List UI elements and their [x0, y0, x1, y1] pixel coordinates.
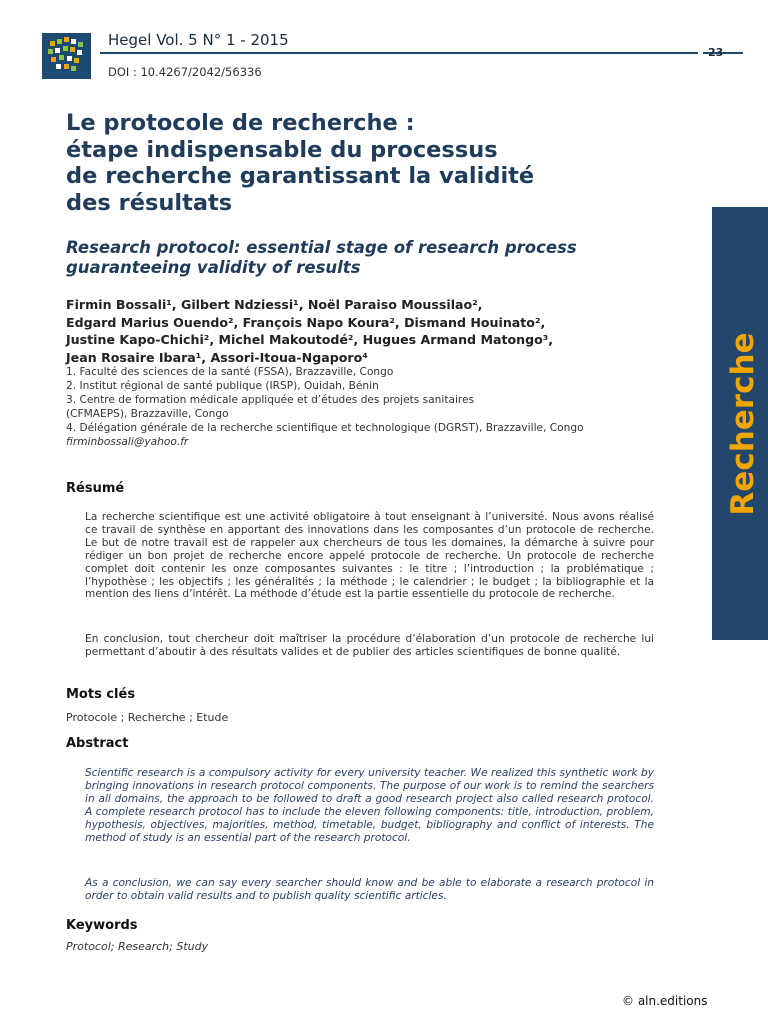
- abstract-paragraph-2: As a conclusion, we can say every searcher should know and be able to elaborate a research protocol in order to obtain valid results and to publish quality scientific articles.: [85, 877, 654, 902]
- doi: DOI : 10.4267/2042/56336: [108, 65, 262, 79]
- author-list: [66, 296, 686, 366]
- keywords-heading: Keywords: [66, 918, 138, 933]
- journal-name: Hegel Vol. 5 N° 1 - 2015: [108, 31, 289, 49]
- journal-logo-icon: [42, 33, 91, 79]
- section-label: Recherche: [725, 332, 761, 516]
- resume-paragraph-1: La recherche scientifique est une activité obligatoire à tout enseignant à l’université. Nous avons réalisé ce travail de synthèse en apportant des innovations dans les composantes d’un protocole de recherche. Le but de notre travail est de rappeler aux chercheurs de tous les domaines, la démarche à suivre pour rédiger un bon projet de recherche encore appelé protocole de recherche. Un protocole de recherche complet doit contenir les onze composantes suivantes : le titre ; l’introduction ; la problématique ; l’hypothèse ; les objectifs ; les généralités ; la méthode ; le calendrier ; le budget ; la bibliographie et la mention des liens d’intérêt. La méthode d’étude est la partie essentielle du protocole de recherche.: [85, 511, 654, 601]
- abstract-paragraph-1: Scientific research is a compulsory activity for every university teacher. We realized this synthetic work by bringing innovations in research protocol components. The purpose of our work is to remind the searchers in all domains, the approach to be followed to draft a good research project also called research protocol. A complete research protocol has to include the eleven following components: title, introduction, problem, hypothesis, objectives, majorities, method, timetable, budget, bibliography and conflict of interests. The method of study is an essential part of the research protocol.: [85, 767, 654, 844]
- author-line: Justine Kapo-Chichi², Michel Makoutodé², Hugues Armand Matongo³,: [66, 332, 554, 347]
- mots-cles-text: Protocole ; Recherche ; Etude: [66, 711, 229, 724]
- subtitle-line: Research protocol: essential stage of research process: [66, 238, 577, 257]
- title-line: Le protocole de recherche :: [66, 110, 415, 136]
- title-line: étape indispensable du processus: [66, 136, 498, 163]
- author-line: Edgard Marius Ouendo², François Napo Koura², Dismand Houinato²,: [66, 314, 546, 330]
- affiliation: 3. Centre de formation médicale appliquée et d’études des projets sanitaires: [66, 394, 475, 406]
- author-line: Jean Rosaire Ibara¹, Assori-Itoua-Ngaporo⁴: [66, 349, 368, 365]
- title-line: de recherche garantissant la validité: [66, 163, 535, 189]
- author-email[interactable]: firminbossali@yahoo.fr: [66, 436, 189, 448]
- affiliation-list: [66, 365, 686, 449]
- copyright: © aln.editions: [622, 994, 708, 1008]
- page-number: 23: [708, 46, 724, 59]
- affiliation: 4. Délégation générale de la recherche scientifique et technologique (DGRST), Brazzaville, Congo: [66, 422, 584, 434]
- mots-cles-heading: Mots clés: [66, 687, 136, 702]
- header-rule: [100, 52, 698, 54]
- keywords-text: Protocol; Research; Study: [66, 940, 209, 953]
- article-title: [66, 110, 666, 216]
- resume-paragraph-2: En conclusion, tout chercheur doit maîtriser la procédure d’élaboration d’un protocole de recherche lui permettant d’aboutir à des résultats valides et de publier des articles scientifiques de bonne qualité.: [85, 633, 654, 658]
- author-line: Firmin Bossali¹, Gilbert Ndziessi¹, Noël Paraiso Moussilao²,: [66, 297, 483, 312]
- affiliation: 2. Institut régional de santé publique (IRSP), Ouidah, Bénin: [66, 380, 379, 392]
- resume-heading: Résumé: [66, 481, 125, 496]
- affiliation: 1. Faculté des sciences de la santé (FSSA), Brazzaville, Congo: [66, 366, 394, 378]
- subtitle-line: guaranteeing validity of results: [66, 258, 361, 277]
- abstract-heading: Abstract: [66, 736, 129, 751]
- affiliation: (CFMAEPS), Brazzaville, Congo: [66, 408, 229, 420]
- article-subtitle: [66, 238, 686, 278]
- title-line: des résultats: [66, 189, 233, 216]
